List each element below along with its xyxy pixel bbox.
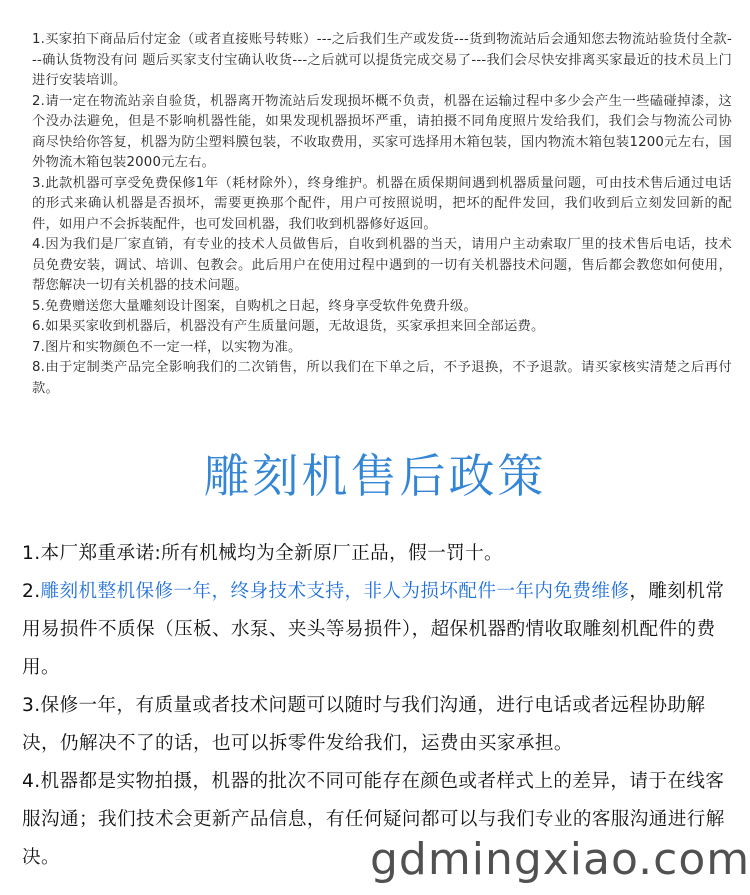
policy-item-2-rest: ，雕刻机常用易损件不质保（压板、水泵、夹头等易损件），超保机器酌情收取雕刻机配件的费用。 bbox=[22, 581, 725, 678]
policy-item-3: 3.保修一年，有质量或者技术问题可以随时与我们沟通，进行电话或者远程协助解决，仍解决不了的话，也可以拆零件发给我们，运费由买家承担。 bbox=[22, 695, 706, 754]
note-item-8: 8.由于定制类产品完全影响我们的二次销售，所以我们在下单之后，不予退换，不予退款。请买家核实清楚之后再付款。 bbox=[32, 360, 732, 396]
policy-title: 雕刻机售后政策 bbox=[203, 449, 547, 503]
purchase-notes bbox=[32, 30, 732, 399]
policy-item-2-number: 2. bbox=[22, 581, 41, 602]
note-item-1: 1.买家拍下商品后付定金（或者直接账号转账）---之后我们生产或发货---货到物流站后会通知您去物流站验货付全款---确认货物没有问 题后买家支付宝确认收货---之后就可以提货完成交易了---我们会尽快安排离买家最近的技术员上门进行安装培训。 bbox=[32, 32, 732, 88]
after-sales-policy bbox=[22, 535, 734, 877]
policy-item-1: 1.本厂郑重承诺:所有机械均为全新原厂正品，假一罚十。 bbox=[22, 543, 504, 564]
watermark-text: gdmingxiao.com bbox=[370, 834, 750, 885]
note-item-2: 2.请一定在物流站亲自验货，机器离开物流站后发现损坏概不负责，机器在运输过程中多少会产生一些磕碰掉漆，这个没办法避免，但是不影响机器性能，如果发现机器损坏严重，请拍摄不同角度照片发给我们，我们会与物流公司协商尽快给你答复，机器为防尘塑料膜包装，不收取费用，买家可选择用木箱包装，国内物流木箱包装1200元左右，国外物流木箱包装2000元左右。 bbox=[32, 93, 732, 170]
note-item-3: 3.此款机器可享受免费保修1年（耗材除外），终身维护。机器在质保期间遇到机器质量问题，可由技术售后通过电话的形式来确认机器是否损坏，需要更换那个配件，用户可按照说明，把坏的配件发回，我们收到后立刻发回新的配件，如用户不会拆装配件，也可发回机器，我们收到机器修好返回。 bbox=[32, 175, 732, 232]
policy-item-2 bbox=[22, 573, 734, 687]
note-item-6: 6.如果买家收到机器后，机器没有产生质量问题，无故退货，买家承担来回全部运费。 bbox=[32, 319, 545, 334]
policy-item-4: 4.机器都是实物拍摄，机器的批次不同可能存在颜色或者样式上的差异，请于在线客服沟通；我们技术会更新产品信息，有任何疑问都可以与我们专业的客服沟通进行解决。 bbox=[22, 771, 725, 868]
note-item-5: 5.免费赠送您大量雕刻设计图案，自购机之日起，终身享受软件免费升级。 bbox=[32, 298, 477, 314]
note-item-4: 4.因为我们是厂家直销，有专业的技术人员做售后，自收到机器的当天，请用户主动索取厂里的技术售后电话，技术员免费安装，调试、培训、包教会。此后用户在使用过程中遇到的一切有关机器技术问题，售后都会教您如何使用，帮您解决一切有关机器的技术问题。 bbox=[32, 237, 732, 293]
policy-item-2-highlight: 雕刻机整机保修一年，终身技术支持，非人为损坏配件一年内免费维修 bbox=[40, 581, 630, 602]
note-item-7: 7.图片和实物颜色不一定一样，以实物为准。 bbox=[32, 339, 302, 355]
